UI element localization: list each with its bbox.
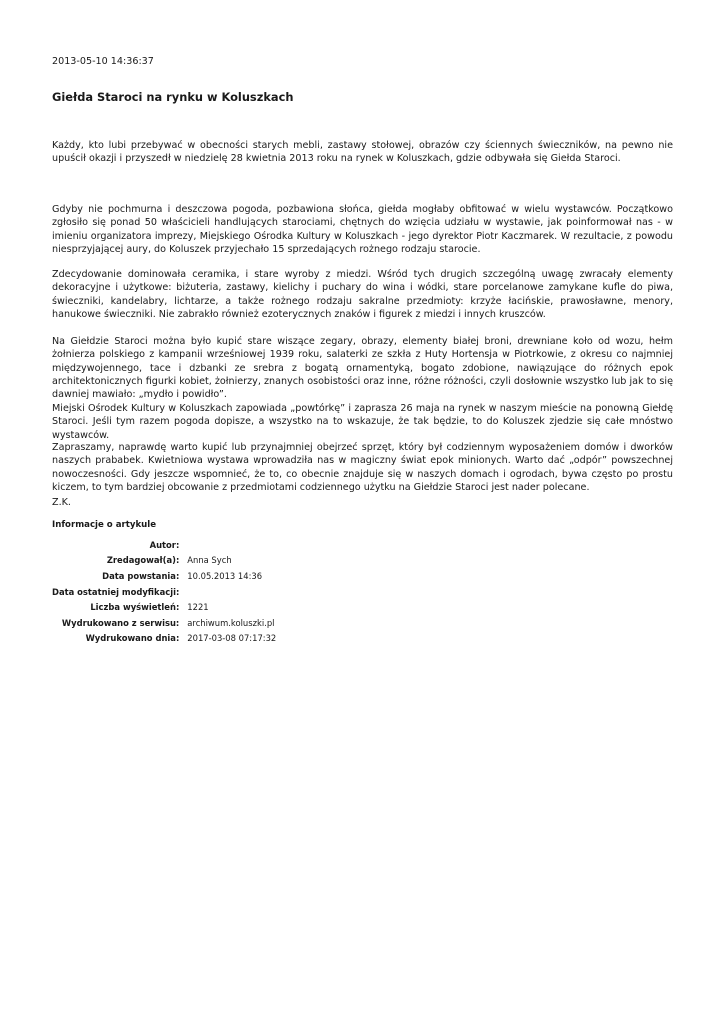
info-label: Liczba wyświetleń: xyxy=(90,602,180,613)
info-value: archiwum.koluszki.pl xyxy=(187,617,275,628)
info-label: Data powstania: xyxy=(102,570,180,581)
article-title: Giełda Staroci na rynku w Koluszkach xyxy=(52,90,294,104)
article-paragraph: Zdecydowanie dominowała ceramika, i stare wyroby z miedzi. Wśród tych drugich szczególną uwagę zwracały elementy dekoracyjne i użytkowe: biżuteria, zastawy, kielichy i puchary do wina i wódki, stare porcelanowe zamykane kufle do piwa, świeczniki, kandelabry, lichtarze, a także rożnego rodzaju sakralne przedmioty: krzyże łacińskie, prawosławne, menory, hanukowe świeczniki. Nie zabrakło również ezoterycznych znaków i figurek z miedzi i innych kruszców. xyxy=(52,269,673,320)
info-label: Wydrukowano dnia: xyxy=(85,633,180,644)
article-paragraph: Gdyby nie pochmurna i deszczowa pogoda, pozbawiona słońca, giełda mogłaby obfitować w wielu wystawców. Początkowo zgłosiło się ponad 50 właścicieli handlujących starociami, chętnych do wzięcia udziału w wystawie, jak poinformował nas - w imieniu organizatora imprezy, Miejskiego Ośrodka Kultury w Koluszkach - jego dyrektor Piotr Kaczmarek. W rezultacie, z powodu niesprzyjającej aury, do Koluszek przyjechało 15 sprzedających rożnego rodzaju starocie. xyxy=(52,204,673,255)
info-row-author xyxy=(52,537,276,553)
info-heading: Informacje o artykule xyxy=(52,520,157,530)
info-label: Zredagował(a): xyxy=(106,555,180,566)
article-paragraph: Zapraszamy, naprawdę warto kupić lub przynajmniej obejrzeć sprzęt, który był codziennym wyposażeniem domów i dworków naszych prababek. Kwietniowa wystawa wprowadziła nas w magiczny świat epok minionych. Warto dać „odpór” powszechnej nowoczesności. Gdy jeszcze wspomnieć, że to, co obecnie znajduje się w naszych domach i ogrodach, bywa często po prostu kiczem, to tym bardziej obcowanie z przedmiotami codziennego użytku na Giełdzie Staroci jest nader polecane. xyxy=(52,442,673,493)
info-row-created xyxy=(52,568,276,584)
info-row-printed-date xyxy=(52,631,276,647)
article-paragraph: Na Giełdzie Staroci można było kupić stare wiszące zegary, obrazy, elementy białej broni, drewniane koło od wozu, hełm żołnierza polskiego z kampanii wrześniowej 1939 roku, salaterki ze szkła z Huty Hortensja w Piotrkowie, z okresu co najmniej międzywojennego, tace i dzbanki ze srebra z bogatą ornamentyką, bogato zdobione, nawiązujące do różnych epok architektonicznych figurki kobiet, żołnierzy, znanych osobistości oraz inne, różne różności, czyli dosłownie wszystko lub jak to się dawniej mawiało: „mydło i powidło”. xyxy=(52,336,673,401)
info-row-editor xyxy=(52,553,276,569)
info-table xyxy=(52,537,276,646)
article-paragraph: Miejski Ośrodek Kultury w Koluszkach zapowiada „powtórkę” i zaprasza 26 maja na rynek w naszym mieście na ponowną Giełdę Staroci. Jeśli tym razem pogoda dopisze, a wszystko na to wskazuje, że tak będzie, to do Koluszek zjedzie się całe mnóstwo wystawców. xyxy=(52,403,673,441)
info-value xyxy=(187,537,276,553)
info-label: Wydrukowano z serwisu: xyxy=(61,617,180,628)
info-value xyxy=(187,584,276,600)
info-row-source-site xyxy=(52,615,276,631)
info-value: Anna Sych xyxy=(187,555,232,566)
info-row-modified xyxy=(52,584,276,600)
info-label: Data ostatniej modyfikacji: xyxy=(52,586,180,597)
info-label: Autor: xyxy=(149,539,180,550)
info-value: 10.05.2013 14:36 xyxy=(187,570,263,581)
info-row-views xyxy=(52,599,276,615)
article-paragraph: Każdy, kto lubi przebywać w obecności starych mebli, zastawy stołowej, obrazów czy ściennych świeczników, na pewno nie upuścił okazji i przyszedł w niedzielę 28 kwietnia 2013 roku na rynek w Koluszkach, gdzie odbywała się Giełda Staroci. xyxy=(52,140,673,165)
article-signature: Z.K. xyxy=(52,497,71,508)
article-timestamp: 2013-05-10 14:36:37 xyxy=(52,56,154,67)
info-value: 2017-03-08 07:17:32 xyxy=(187,633,277,644)
info-value: 1221 xyxy=(187,602,209,613)
